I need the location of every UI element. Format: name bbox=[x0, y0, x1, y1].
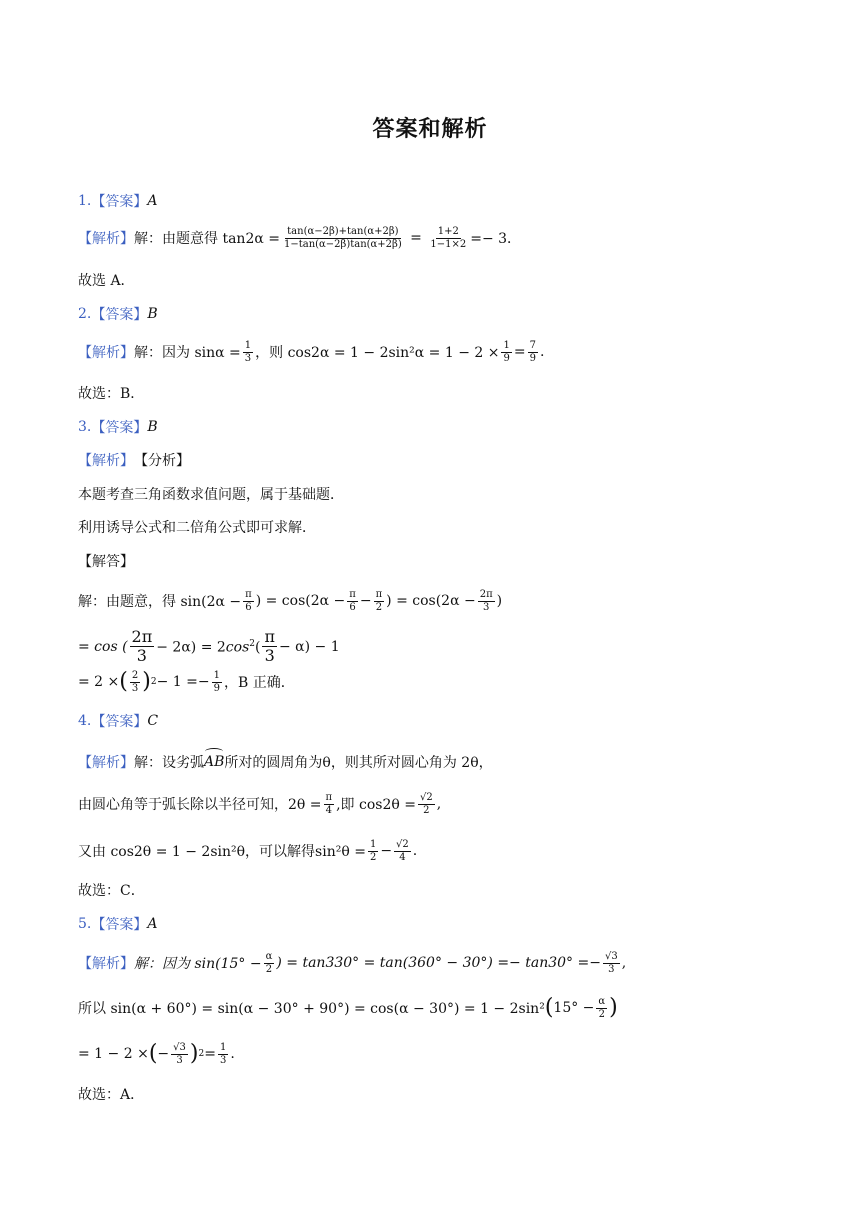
q3-line3-end: ，B 正确． bbox=[223, 675, 295, 691]
q1-result: =− 3． bbox=[470, 231, 522, 247]
arc-ab: AB bbox=[204, 754, 225, 770]
q1-answer-line bbox=[78, 191, 157, 211]
q4-line3-a: 又由 cos2θ = 1 − 2sin²θ，可以解得sin²θ = bbox=[78, 844, 366, 860]
q5-line2: 所以 sin(α + 60°) = sin(α − 30° + 90°) = cos(α − 30°) = 1 − 2sin² bbox=[78, 1001, 545, 1017]
q5-number: 5. bbox=[78, 916, 92, 932]
q2-f1-den: 3 bbox=[244, 352, 252, 364]
q1-answer: A bbox=[147, 193, 158, 209]
q3-line3-tail: − 1 =− bbox=[156, 674, 210, 690]
answer-tag: 【答案】 bbox=[91, 307, 148, 323]
q2-analysis-line: 【解析】 解：因为 sinα = $\frac{1}{3}$ ，则 cos2α = 1 − 2sin²α = 1 − 2 × $\frac{1}{9}$ = $\frac{7}{9}$ . bbox=[78, 340, 545, 364]
q5-conclusion: 故选：A． bbox=[78, 1087, 145, 1103]
q5-line3-a: = 1 − 2 × bbox=[78, 1046, 149, 1062]
q1-fraction-2 bbox=[428, 226, 468, 250]
q2-answer-line bbox=[78, 304, 158, 324]
q3-fenxi-1: 本题考查三角函数求值问题，属于基础题． bbox=[78, 487, 344, 503]
q2-number: 2. bbox=[78, 306, 92, 322]
answer-tag: 【答案】 bbox=[91, 194, 148, 210]
q3-number: 3. bbox=[78, 419, 92, 435]
q2-f2-num: 1 bbox=[503, 340, 510, 351]
q2-f2-den: 9 bbox=[503, 352, 510, 364]
q1-number: 1. bbox=[78, 193, 92, 209]
q1-frac2-num: 1+2 bbox=[437, 226, 459, 237]
q4-conclusion: 故选：C． bbox=[78, 883, 145, 899]
q4-analysis-line-3: 又由 cos2θ = 1 − 2sin²θ，可以解得sin²θ = $\frac{1}{2}$ − $\frac{√2}{4}$ . bbox=[78, 839, 418, 863]
q3-analysis-line bbox=[78, 450, 190, 470]
q2-fraction-3 bbox=[528, 340, 538, 364]
q4-line2-b: ,即 cos2θ = bbox=[336, 797, 416, 813]
q2-mid: ，则 cos2α = 1 − 2sin²α = 1 − 2 × bbox=[255, 345, 500, 361]
q2-f3-num: 7 bbox=[529, 340, 536, 351]
q1-analysis-line: 【解析】 解：由题意得 tan2α = $\frac{\tan(\alpha-2\beta)+\tan(\alpha+2\beta)}{1-\tan(\alpha-2\beta)\tan(\alpha+2\beta)}$ = $\frac{1+2}{1-1\times 2}$ =− 3． bbox=[78, 226, 522, 250]
page-title: 答案和解析 bbox=[372, 117, 488, 142]
q5-analysis-line-1: 【解析】 解：因为 sin(15° − $\frac{\alpha}{2}$ ) = tan330° = tan(360° − 30°) =− tan30° =− $\frac{√3}{3}$ , bbox=[78, 951, 627, 975]
q4-analysis-line-2: 由圆心角等于弧长除以半径可知，2θ = $\frac{\pi}{4}$ ,即 cos2θ = $\frac{√2}{2}$ , bbox=[78, 792, 442, 816]
q1-frac2-den: 1−1×2 bbox=[430, 238, 467, 250]
q1-frac1-num: tan(α−2β)+tan(α+2β) bbox=[287, 226, 399, 237]
analysis-tag: 【解析】 bbox=[78, 231, 134, 247]
q5-line1-a: 解：因为 sin(15° − bbox=[134, 956, 262, 972]
q4-number: 4. bbox=[78, 713, 92, 729]
q1-frac1-den: 1−tan(α−2β)tan(α+2β) bbox=[283, 238, 402, 250]
analysis-tag: 【解析】 bbox=[78, 755, 134, 771]
q4-line1-a: 解：设劣弧 bbox=[134, 755, 204, 771]
q5-answer-line bbox=[78, 914, 157, 934]
answer-tag: 【答案】 bbox=[91, 917, 148, 933]
q3-fenxi-2: 利用诱导公式和二倍角公式即可求解． bbox=[78, 520, 316, 536]
q5-answer: A bbox=[147, 916, 158, 932]
fenxi-tag: 【分析】 bbox=[134, 453, 190, 469]
q4-answer: C bbox=[147, 713, 159, 729]
q2-lead: 解：因为 sinα = bbox=[134, 345, 241, 361]
q5-analysis-line-3: = 1 − 2 × ( − $\frac{√3}{3}$ ) 2 = $\frac{1}{3}$ . bbox=[78, 1041, 235, 1066]
answer-tag: 【答案】 bbox=[91, 420, 148, 436]
q2-f1-num: 1 bbox=[244, 340, 252, 351]
q3-answer-line bbox=[78, 417, 158, 437]
q5-analysis-line-2: 所以 sin(α + 60°) = sin(α − 30° + 90°) = cos(α − 30°) = 1 − 2sin² ( 15° − $\frac{\alpha}{2}$ ) bbox=[78, 995, 618, 1020]
q3-jieda-tag: 【解答】 bbox=[78, 554, 134, 570]
analysis-tag: 【解析】 bbox=[78, 345, 134, 361]
q3-line3-lead: = 2 × bbox=[78, 674, 120, 690]
analysis-tag: 【解析】 bbox=[78, 956, 134, 972]
analysis-tag: 【解析】 bbox=[78, 453, 134, 469]
q1-analysis-lead: 解：由题意得 tan2α = bbox=[134, 231, 280, 247]
q2-f3-den: 9 bbox=[529, 352, 536, 364]
q4-line2-a: 由圆心角等于弧长除以半径可知，2θ = bbox=[78, 797, 322, 813]
q3-solution-line-1: 解：由题意，得 sin(2α − $\frac{\pi}{6}$ ) = cos(2α − $\frac{\pi}{6}$ − $\frac{\pi}{2}$ ) = cos(2α − $\frac{2\pi}{3}$ ) bbox=[78, 589, 503, 613]
answer-tag: 【答案】 bbox=[91, 714, 148, 730]
q2-fraction-2 bbox=[501, 340, 511, 364]
q3-line1-lead: 解：由题意，得 sin(2α − bbox=[78, 594, 242, 610]
q5-line1-b: ) = tan330° = tan(360° − 30°) =− tan30° =− bbox=[276, 955, 601, 971]
q1-fraction-1 bbox=[282, 226, 404, 250]
q2-conclusion: 故选：B． bbox=[78, 386, 145, 402]
q2-answer: B bbox=[147, 306, 158, 322]
q2-fraction-1 bbox=[243, 340, 253, 364]
q3-answer: B bbox=[147, 419, 158, 435]
q3-line2-lead: = cos ( bbox=[78, 638, 128, 655]
q3-solution-line-2: = cos ( 2π 3 − $2\alpha) = 2\cos^2$( π 3 − α) − 1 bbox=[78, 627, 340, 666]
q4-line1-b: 所对的圆周角为θ，则其所对圆心角为 2θ， bbox=[224, 755, 493, 771]
q1-conclusion: 故选 A． bbox=[78, 273, 135, 289]
q4-answer-line bbox=[78, 711, 158, 731]
q3-solution-line-3: = 2 × ( 2 3 ) 2 − 1 =− $\frac{1}{9}$ ，B 正确． bbox=[78, 669, 295, 694]
q4-analysis-line-1 bbox=[78, 752, 493, 772]
